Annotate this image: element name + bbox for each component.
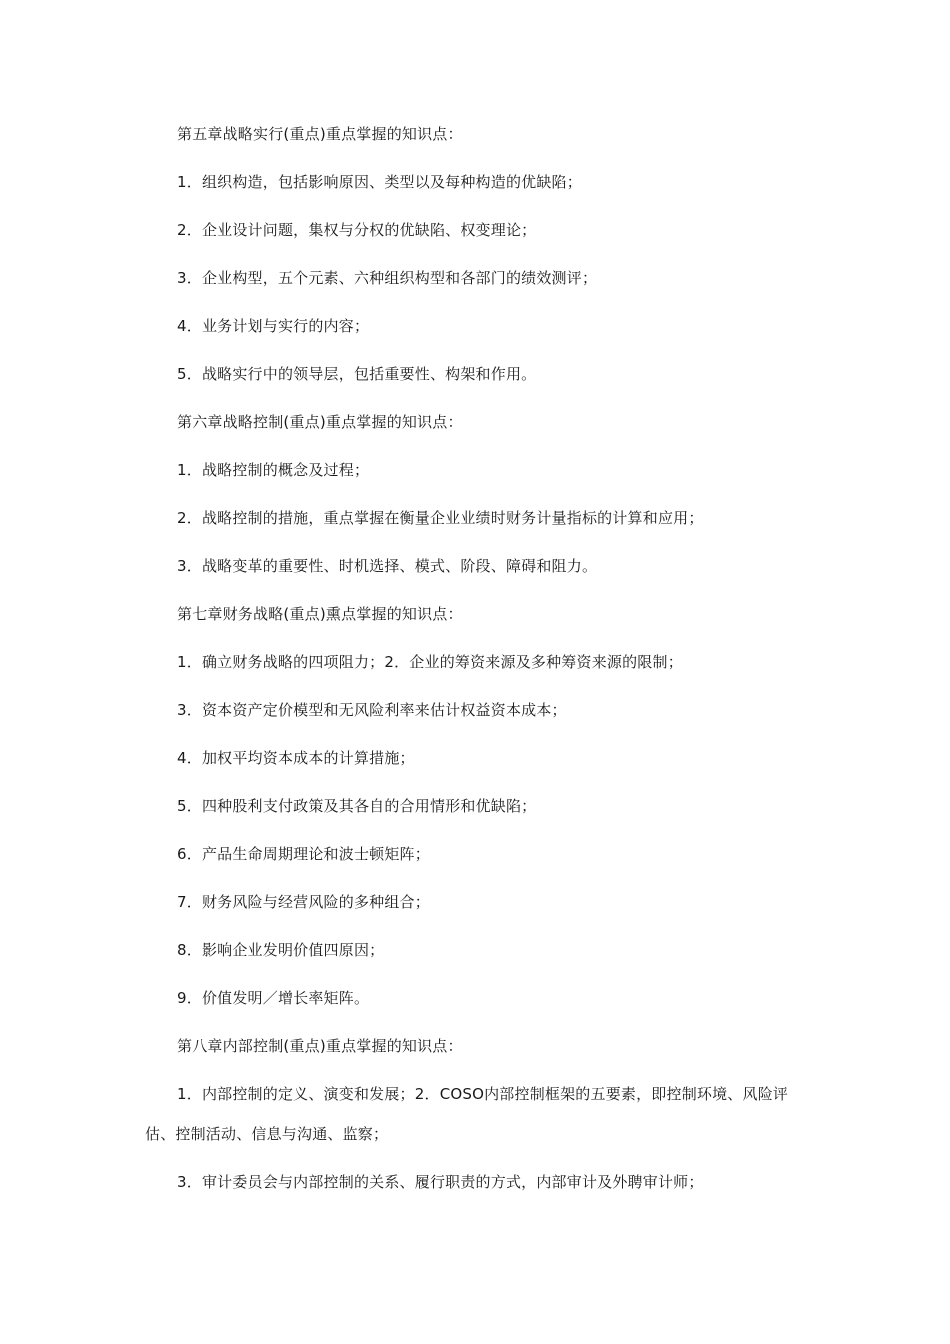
chapter-7-item-6: 6．产品生命周期理论和波士顿矩阵；	[177, 845, 430, 863]
chapter-7-heading: 第七章财务战略(重点)熏点掌握的知识点：	[177, 605, 463, 623]
chapter-8-item-3: 3．审计委员会与内部控制的关系、履行职责的方式，内部审计及外聘审计师；	[177, 1173, 704, 1191]
chapter-6-item-3: 3．战略变革的重要性、时机选择、模式、阶段、障碍和阻力。	[177, 557, 598, 575]
chapter-7-item-9: 9．价值发明／增长率矩阵。	[177, 989, 370, 1007]
chapter-7-item-7: 7．财务风险与经营风险的多种组合；	[177, 893, 430, 911]
chapter-5-item-4: 4．业务计划与实行的内容；	[177, 317, 370, 335]
chapter-5-heading: 第五章战略实行(重点)重点掌握的知识点：	[177, 125, 463, 143]
chapter-8-heading: 第八章内部控制(重点)重点掌握的知识点：	[177, 1037, 463, 1055]
chapter-5-item-2: 2．企业设计问题，集权与分权的优缺陷、权变理论；	[177, 221, 537, 239]
document-body	[145, 123, 810, 1219]
chapter-7-item-8: 8．影响企业发明价值四原因；	[177, 941, 385, 959]
chapter-8-item-1-2: 1．内部控制的定义、演变和发展；2．COSO内部控制框架的五要素，即控制环境、风险评估、控制活动、信息与沟通、监察；	[145, 1085, 789, 1143]
chapter-7-item-5: 5．四种股利支付政策及其各自的合用情形和优缺陷；	[177, 797, 537, 815]
chapter-5-item-5: 5．战略实行中的领导层，包括重要性、构架和作用。	[177, 365, 537, 383]
chapter-5-item-3: 3．企业构型，五个元素、六种组织构型和各部门的绩效测评；	[177, 269, 598, 287]
chapter-7-item-4: 4．加权平均资本成本的计算措施；	[177, 749, 415, 767]
chapter-6-item-2: 2．战略控制的措施，重点掌握在衡量企业业绩时财务计量指标的计算和应用；	[177, 509, 704, 527]
chapter-7-item-3: 3．资本资产定价模型和无风险利率来估计权益资本成本；	[177, 701, 567, 719]
chapter-7-item-1-2: 1．确立财务战略的四项阻力；2．企业的筹资来源及多种筹资来源的限制；	[177, 653, 683, 671]
chapter-5-item-1: 1．组织构造，包括影响原因、类型以及每种构造的优缺陷；	[177, 173, 582, 191]
chapter-6-heading: 第六章战略控制(重点)重点掌握的知识点：	[177, 413, 463, 431]
chapter-6-item-1: 1．战略控制的概念及过程；	[177, 461, 370, 479]
